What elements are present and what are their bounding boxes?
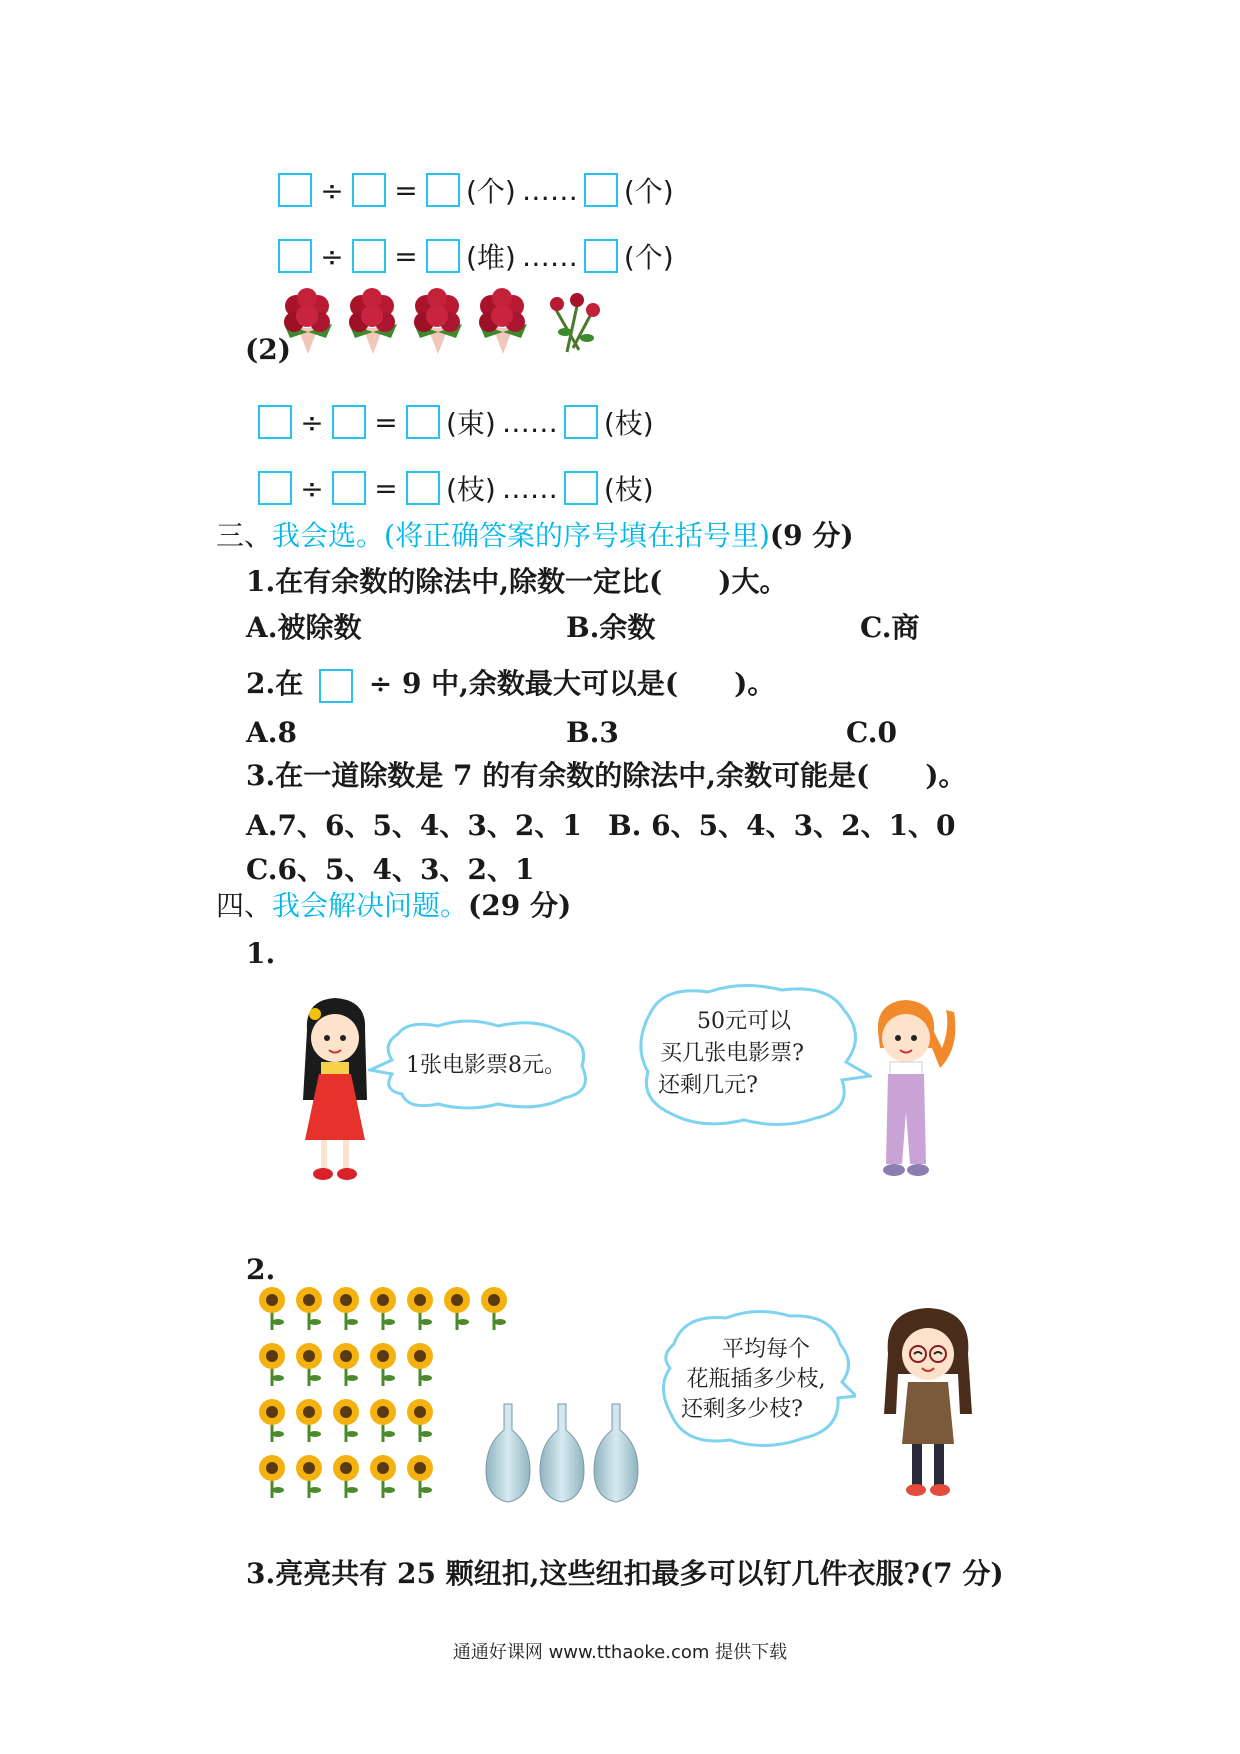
divide-sign: ÷ bbox=[320, 173, 344, 207]
speech-bubble bbox=[656, 1304, 856, 1454]
question-text bbox=[246, 666, 775, 703]
option-c[interactable]: C.6、5、4、3、2、1 bbox=[246, 853, 535, 886]
answer-box[interactable] bbox=[564, 405, 598, 439]
equals-sign: = bbox=[394, 239, 418, 273]
question-suffix: ÷ 9 中,余数最大可以是( )。 bbox=[368, 667, 776, 700]
option-b[interactable]: B.3 bbox=[566, 716, 619, 749]
ellipsis: …… bbox=[521, 173, 578, 207]
section-number: 四、 bbox=[216, 889, 273, 922]
question-prefix: 2.在 bbox=[246, 667, 304, 700]
answer-box[interactable] bbox=[258, 405, 292, 439]
option-b[interactable]: B. 6、5、4、3、2、1、0 bbox=[608, 809, 956, 842]
option-c[interactable]: C.0 bbox=[846, 716, 898, 749]
section-score: (29 分) bbox=[468, 889, 572, 922]
bubble-line: 还剩多少枝? bbox=[681, 1397, 803, 1422]
answer-box[interactable] bbox=[352, 239, 386, 273]
section-number: 三、 bbox=[216, 519, 273, 552]
equals-sign: = bbox=[374, 405, 398, 439]
bubble-line: 买几张电影票? bbox=[660, 1041, 804, 1066]
option-a[interactable]: A.7、6、5、4、3、2、1 bbox=[246, 809, 582, 842]
bubble-line: 还剩几元? bbox=[658, 1073, 758, 1098]
footer-text: 通通好课网 www.tthaoke.com 提供下载 bbox=[452, 1642, 788, 1663]
answer-box[interactable] bbox=[584, 239, 618, 273]
problem-number: 1. bbox=[246, 937, 276, 970]
answer-box[interactable] bbox=[332, 405, 366, 439]
speech-bubble bbox=[368, 1014, 598, 1114]
section-title: 我会选。(将正确答案的序号填在括号里) bbox=[272, 519, 770, 552]
option-b[interactable]: B.余数 bbox=[566, 611, 656, 644]
bubble-text: 1张电影票8元。 bbox=[406, 1053, 566, 1078]
quotient-unit: (束) bbox=[446, 407, 496, 440]
remainder-unit: (枝) bbox=[603, 473, 654, 506]
answer-box[interactable] bbox=[278, 173, 312, 207]
answer-box[interactable] bbox=[584, 173, 618, 207]
remainder-unit: (个) bbox=[623, 241, 674, 274]
bubble-line: 平均每个 bbox=[721, 1337, 811, 1362]
problem-number: 2. bbox=[246, 1253, 276, 1286]
divide-sign: ÷ bbox=[320, 239, 344, 273]
ellipsis: …… bbox=[501, 405, 558, 439]
section-title: 我会解决问题。 bbox=[272, 889, 469, 922]
equals-sign: = bbox=[374, 471, 398, 505]
girl-with-glasses-illustration bbox=[874, 1304, 980, 1504]
answer-box[interactable] bbox=[332, 471, 366, 505]
ellipsis: …… bbox=[501, 471, 558, 505]
equals-sign: = bbox=[394, 173, 418, 207]
ellipsis: …… bbox=[521, 239, 578, 273]
equation-row bbox=[278, 236, 674, 276]
answer-box[interactable] bbox=[278, 239, 312, 273]
equation-row bbox=[258, 402, 654, 442]
part-label: (2) bbox=[245, 333, 291, 366]
section-heading bbox=[216, 518, 854, 554]
girl-orange-hair-illustration bbox=[850, 988, 960, 1188]
section-score: (9 分) bbox=[769, 519, 854, 552]
divide-sign: ÷ bbox=[300, 405, 324, 439]
bubble-line: 花瓶插多少枝, bbox=[686, 1367, 826, 1392]
question-text: 1.在有余数的除法中,除数一定比( )大。 bbox=[246, 565, 788, 598]
equation-row bbox=[258, 468, 654, 508]
option-a[interactable]: A.被除数 bbox=[246, 611, 362, 644]
quotient-unit: (枝) bbox=[446, 473, 496, 506]
answer-box[interactable] bbox=[406, 471, 440, 505]
question-text: 3.亮亮共有 25 颗纽扣,这些纽扣最多可以钉几件衣服?(7 分) bbox=[246, 1557, 1004, 1590]
answer-box[interactable] bbox=[564, 471, 598, 505]
quotient-unit: (个) bbox=[466, 175, 516, 208]
option-a[interactable]: A.8 bbox=[246, 716, 297, 749]
speech-bubble bbox=[632, 980, 872, 1130]
equation-row bbox=[278, 170, 674, 210]
divide-sign: ÷ bbox=[300, 471, 324, 505]
answer-box[interactable] bbox=[426, 173, 460, 207]
option-c[interactable]: C.商 bbox=[860, 611, 920, 644]
answer-box[interactable] bbox=[352, 173, 386, 207]
rose-bouquets-illustration bbox=[278, 288, 618, 360]
remainder-unit: (枝) bbox=[603, 407, 654, 440]
answer-box[interactable] bbox=[258, 471, 292, 505]
question-text: 3.在一道除数是 7 的有余数的除法中,余数可能是( )。 bbox=[246, 759, 967, 792]
answer-box[interactable] bbox=[406, 405, 440, 439]
quotient-unit: (堆) bbox=[466, 241, 516, 274]
bubble-line: 50元可以 bbox=[697, 1009, 791, 1034]
section-heading bbox=[216, 888, 571, 924]
remainder-unit: (个) bbox=[623, 175, 674, 208]
answer-box[interactable] bbox=[319, 669, 353, 703]
vases-illustration bbox=[478, 1400, 648, 1506]
answer-box[interactable] bbox=[426, 239, 460, 273]
